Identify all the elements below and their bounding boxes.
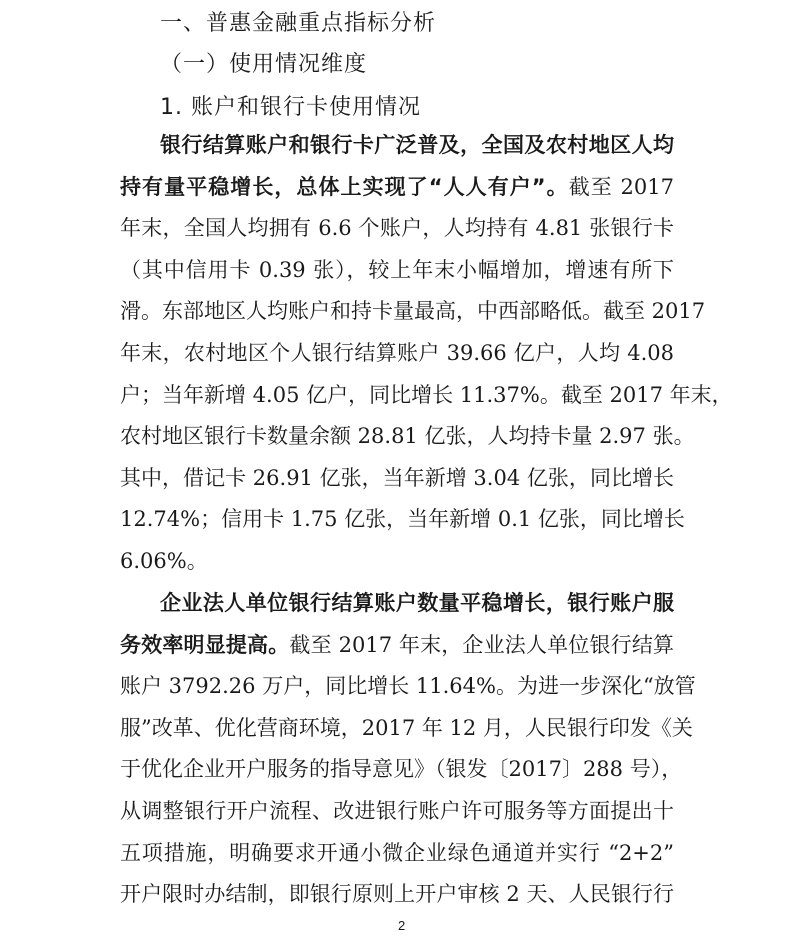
paragraph1-line: [120, 174, 674, 200]
paragraph2-line: 服”改革、优化营商环境，2017 年 12 月，人民银行印发《关: [120, 716, 693, 740]
paragraph1-line: 年末，农村地区个人银行结算账户 39.66 亿户，人均 4.08: [120, 341, 674, 365]
paragraph1-line: 滑。东部地区人均账户和持卡量最高，中西部略低。截至 2017: [120, 299, 706, 323]
paragraph1-line: 户；当年新增 4.05 亿户，同比增长 11.37%。截至 2017 年末，: [120, 383, 733, 407]
paragraph2-text: 截至 2017 年末，企业法人单位银行结算: [289, 633, 675, 657]
section-heading: 一、普惠金融重点指标分析: [160, 11, 437, 36]
paragraph2-bold-text: 务效率明显提高。: [120, 633, 290, 657]
subsection-heading: （一）使用情况维度: [160, 52, 368, 77]
paragraph1-line: （其中信用卡 0.39 张），较上年末小幅增加，增速有所下: [120, 258, 674, 282]
paragraph1-line: 银行结算账户和银行卡广泛普及，全国及农村地区人均: [160, 133, 674, 157]
paragraph1-text: 截至 2017: [568, 175, 674, 199]
paragraph2-line: 于优化企业开户服务的指导意见》（银发〔2017〕288 号），: [120, 757, 683, 781]
paragraph2-line: 从调整银行开户流程、改进银行账户许可服务等方面提出十: [120, 799, 674, 823]
paragraph1-line: 其中，借记卡 26.91 亿张，当年新增 3.04 亿张，同比增长: [120, 466, 674, 490]
paragraph1-line: 农村地区银行卡数量余额 28.81 亿张，人均持卡量 2.97 张。: [120, 424, 695, 448]
paragraph2-line: 账户 3792.26 万户，同比增长 11.64%。为进一步深化“放管: [120, 674, 696, 698]
paragraph1-bold-text: 持有量平稳增长，总体上实现了“人人有户”。: [120, 175, 569, 199]
paragraph2-line: 五项措施，明确要求开通小微企业绿色通道并实行 “2+2”: [120, 841, 674, 865]
paragraph2-line: [120, 632, 674, 658]
paragraph2-line: 开户限时办结制，即银行原则上开户审核 2 天、人民银行行: [120, 882, 674, 906]
page-number: 2: [398, 918, 406, 933]
item-heading: 1. 账户和银行卡使用情况: [160, 95, 421, 120]
paragraph1-line: 6.06%。: [120, 549, 208, 573]
paragraph2-line: 企业法人单位银行结算账户数量平稳增长，银行账户服: [160, 591, 674, 615]
paragraph1-line: 12.74%；信用卡 1.75 亿张，当年新增 0.1 亿张，同比增长: [120, 507, 685, 531]
paragraph1-line: 年末，全国人均拥有 6.6 个账户，人均持有 4.81 张银行卡: [120, 216, 674, 240]
